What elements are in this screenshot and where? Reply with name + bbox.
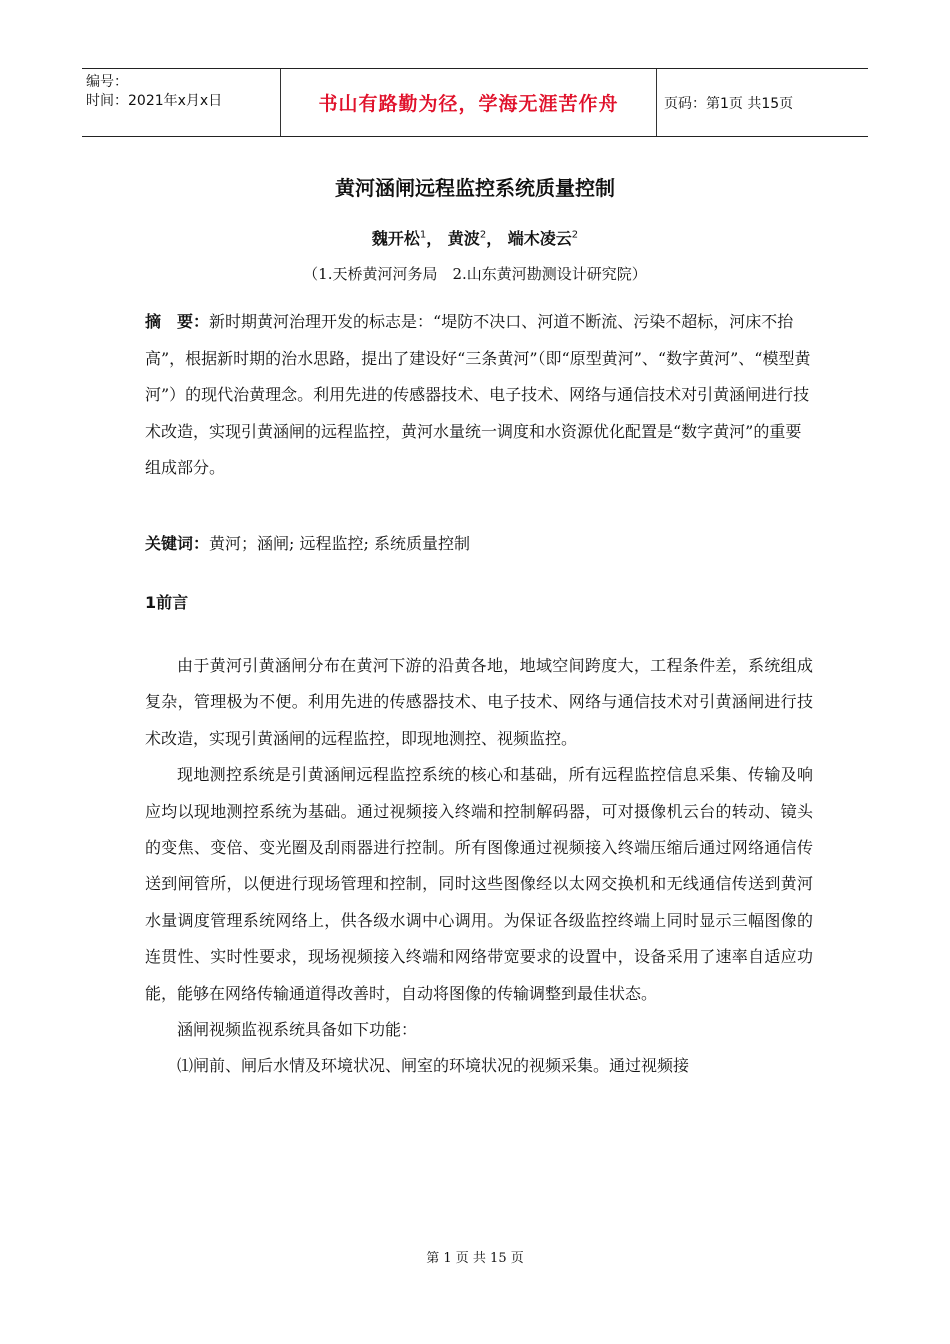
abstract-text: 新时期黄河治理开发的标志是：“堤防不决口、河道不断流、污染不超标，河床不抬高”，根据新时期的治水思路，提出了建设好“三条黄河”（即“原型黄河”、“数字黄河”、“模型黄河”）的现代治黄理念。利用先进的传感器技术、电子技术、网络与通信技术对引黄涵闸进行技术改造，实现引黄涵闸的远程监控，黄河水量统一调度和水资源优化配置是“数字黄河”的重要组成部分。 [145, 312, 811, 477]
section-heading: 1前言 [145, 593, 189, 612]
keywords [145, 526, 813, 562]
header-meta-cell [82, 69, 280, 136]
header-table [82, 68, 868, 137]
authors-line [0, 226, 950, 249]
paragraph: 涵闸视频监视系统具备如下功能： [177, 1020, 418, 1040]
time-label: 时间：2021年x月x日 [86, 93, 223, 109]
number-label: 编号： [86, 74, 128, 90]
author-sup: 2 [479, 229, 487, 241]
author-name: 端木凌云 [507, 229, 572, 248]
header-motto-cell [280, 69, 657, 136]
author-name: 黄波 [447, 229, 480, 248]
paragraph: 现地测控系统是引黄涵闸远程监控系统的核心和基础，所有远程监控信息采集、传输及响应均以现地测控系统为基础。通过视频接入终端和控制解码器，可对摄像机云台的转动、镜头的变焦、变倍、变光圈及刮雨器进行控制。所有图像通过视频接入终端压缩后通过网络通信传送到闸管所，以便进行现场管理和控制，同时这些图像经以太网交换机和无线通信传送到黄河水量调度管理系统网络上，供各级水调中心调用。为保证各级监控终端上同时显示三幅图像的连贯性、实时性要求，现场视频接入终端和网络带宽要求的设置中，设备采用了速率自适应功能，能够在网络传输通道得改善时，自动将图像的传输调整到最佳状态。 [145, 765, 813, 1003]
header-page-cell [656, 69, 868, 136]
page-footer: 第 1 页 共 15 页 [426, 1251, 524, 1266]
paragraph: 由于黄河引黄涵闸分布在黄河下游的沿黄各地，地域空间跨度大，工程条件差，系统组成复杂，管理极为不便。利用先进的传感器技术、电子技术、网络与通信技术对引黄涵闸进行技术改造，实现引黄涵闸的远程监控，即现地测控、视频监控。 [145, 656, 813, 748]
author-sup: 1 [419, 229, 427, 241]
page-info: 页码：第1页 共15页 [664, 95, 794, 112]
paragraph: ⑴闸前、闸后水情及环境状况、闸室的环境状况的视频采集。通过视频接 [177, 1056, 690, 1076]
motto-text: 书山有路勤为径，学海无涯苦作舟 [318, 93, 619, 115]
author-name: 魏开松 [371, 229, 420, 248]
abstract-label: 摘 要： [145, 312, 210, 331]
abstract [145, 304, 813, 487]
affiliation: （1.天桥黄河河务局 2.山东黄河勘测设计研究院） [303, 265, 647, 283]
author-sep: ， [426, 229, 443, 248]
document-title: 黄河涵闸远程监控系统质量控制 [335, 176, 615, 200]
body-text [145, 648, 813, 1085]
author-sup: 2 [571, 229, 579, 241]
keywords-label: 关键词： [145, 534, 210, 553]
author-sep: ， [486, 229, 503, 248]
keywords-text: 黄河；涵闸; 远程监控; 系统质量控制 [209, 534, 470, 553]
